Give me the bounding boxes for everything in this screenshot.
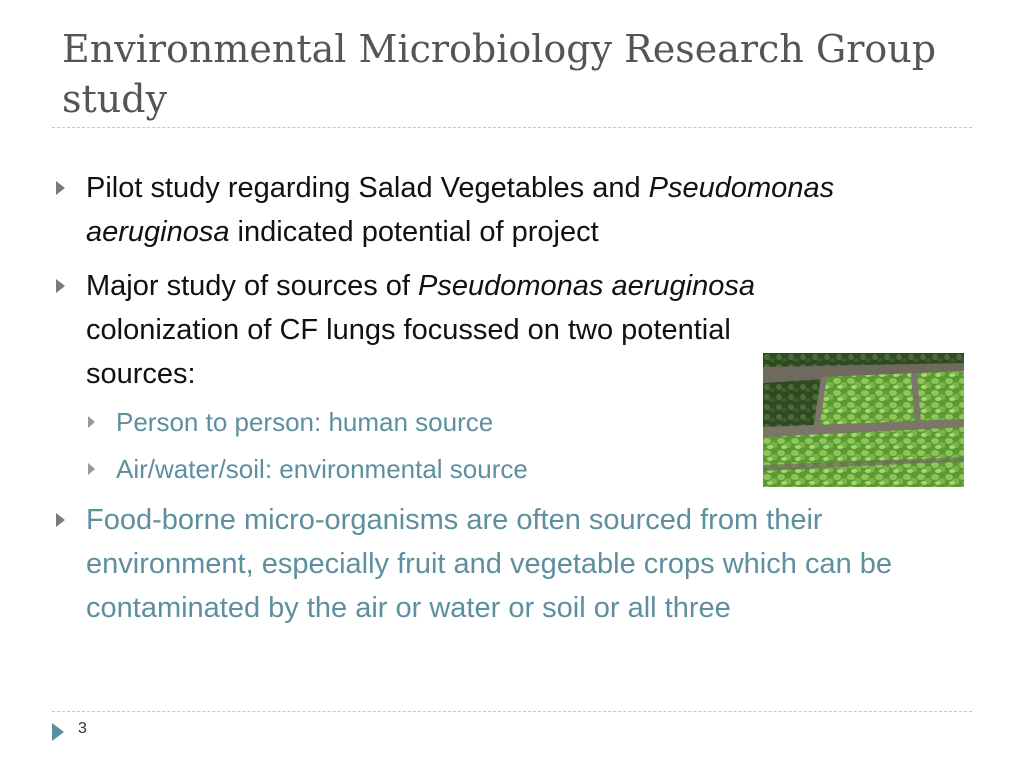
sub-bullet-arrow-icon	[88, 416, 95, 428]
bullet-text-part: Major study of sources of	[86, 270, 419, 302]
bullet-text-part: Pilot study regarding Salad Vegetables and	[86, 172, 649, 204]
bullet-text: Food-borne micro-organisms are often sourced from their environment, especially fruit and vegetable crops which can be contaminated by the air or water or soil or all three	[86, 504, 893, 624]
title-divider	[52, 127, 972, 128]
bullet-arrow-icon	[56, 513, 65, 527]
bullet-text	[86, 166, 946, 254]
species-name-italic: Pseudomonas aeruginosa	[86, 172, 835, 248]
bullet-text	[86, 264, 806, 396]
vegetable-garden-photo	[763, 353, 964, 487]
bullet-text-part: indicated potential of project	[229, 216, 599, 248]
slide-number: 3	[78, 720, 87, 737]
sub-bullet-arrow-icon	[88, 463, 95, 475]
sub-bullet-text: Air/water/soil: environmental source	[116, 454, 528, 484]
sub-bullet-text: Person to person: human source	[116, 407, 494, 437]
footer-divider	[52, 711, 972, 712]
bullet-arrow-icon	[56, 181, 65, 195]
slide-title: Environmental Microbiology Research Group study	[62, 27, 937, 121]
species-name-italic: Pseudomonas aeruginosa	[418, 270, 755, 302]
bullet-arrow-icon	[56, 279, 65, 293]
footer-arrow-icon	[52, 723, 64, 741]
bullet-text-part: colonization of CF lungs focussed on two potential sources:	[86, 314, 731, 390]
